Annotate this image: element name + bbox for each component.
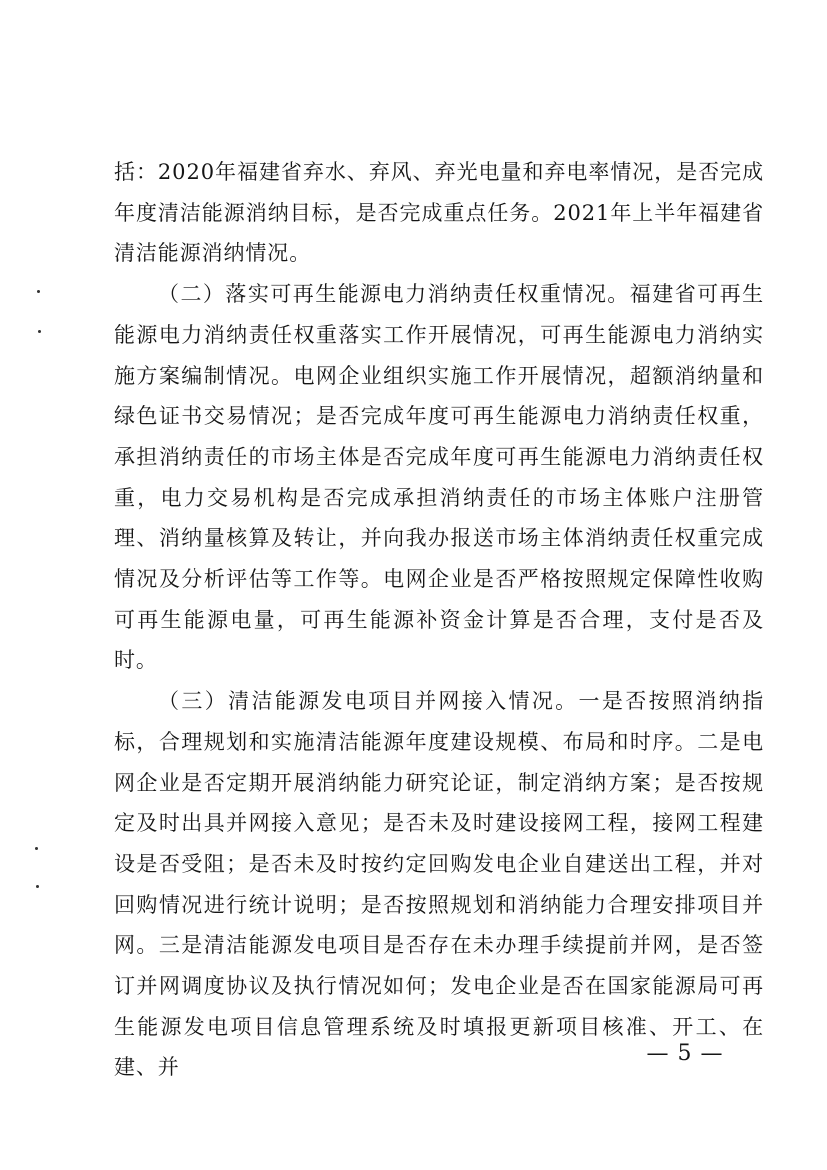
page-number: — 5 — [646, 1041, 724, 1066]
paragraph-continuation: 括：2020年福建省弃水、弃风、弃光电量和弃电率情况，是否完成年度清洁能源消纳目标，是否完成重点任务。2021年上半年福建省清洁能源消纳情况。 [114, 160, 764, 266]
binding-hole-mark [38, 330, 41, 333]
paragraph-grid-connection: （三）清洁能源发电项目并网接入情况。一是否按照消纳指标，合理规划和实施清洁能源年度建设规模、布局和时序。二是电网企业是否定期开展消纳能力研究论证，制定消纳方案；是否按规定及时出具并网接入意见；是否未及时建设接网工程，接网工程建设是否受阻；是否未及时按约定回购发电企业自建送出工程，并对回购情况进行统计说明；是否按照规划和消纳能力合理安排项目并网。三是清洁能源发电项目是否存在未办理手续提前并网，是否签订并网调度协议及执行情况如何；发电企业是否在国家能源局可再生能源发电项目信息管理系统及时填报更新项目核准、开工、在建、并 [114, 689, 764, 1080]
binding-hole-mark [37, 290, 40, 293]
binding-hole-mark [36, 885, 39, 888]
paragraph-renewable-responsibility: （二）落实可再生能源电力消纳责任权重情况。福建省可再生能源电力消纳责任权重落实工作开展情况，可再生能源电力消纳实施方案编制情况。电网企业组织实施工作开展情况，超额消纳量和绿色证书交易情况；是否完成年度可再生能源电力消纳责任权重，承担消纳责任的市场主体是否完成年度可再生能源电力消纳责任权重，电力交易机构是否完成承担消纳责任的市场主体账户注册管理、消纳量核算及转让，并向我办报送市场主体消纳责任权重完成情况及分析评估等工作等。电网企业是否严格按照规定保障性收购可再生能源电量，可再生能源补资金计算是否合理，支付是否及时。 [114, 282, 764, 673]
binding-hole-mark [35, 847, 38, 850]
document-body [114, 152, 764, 1088]
